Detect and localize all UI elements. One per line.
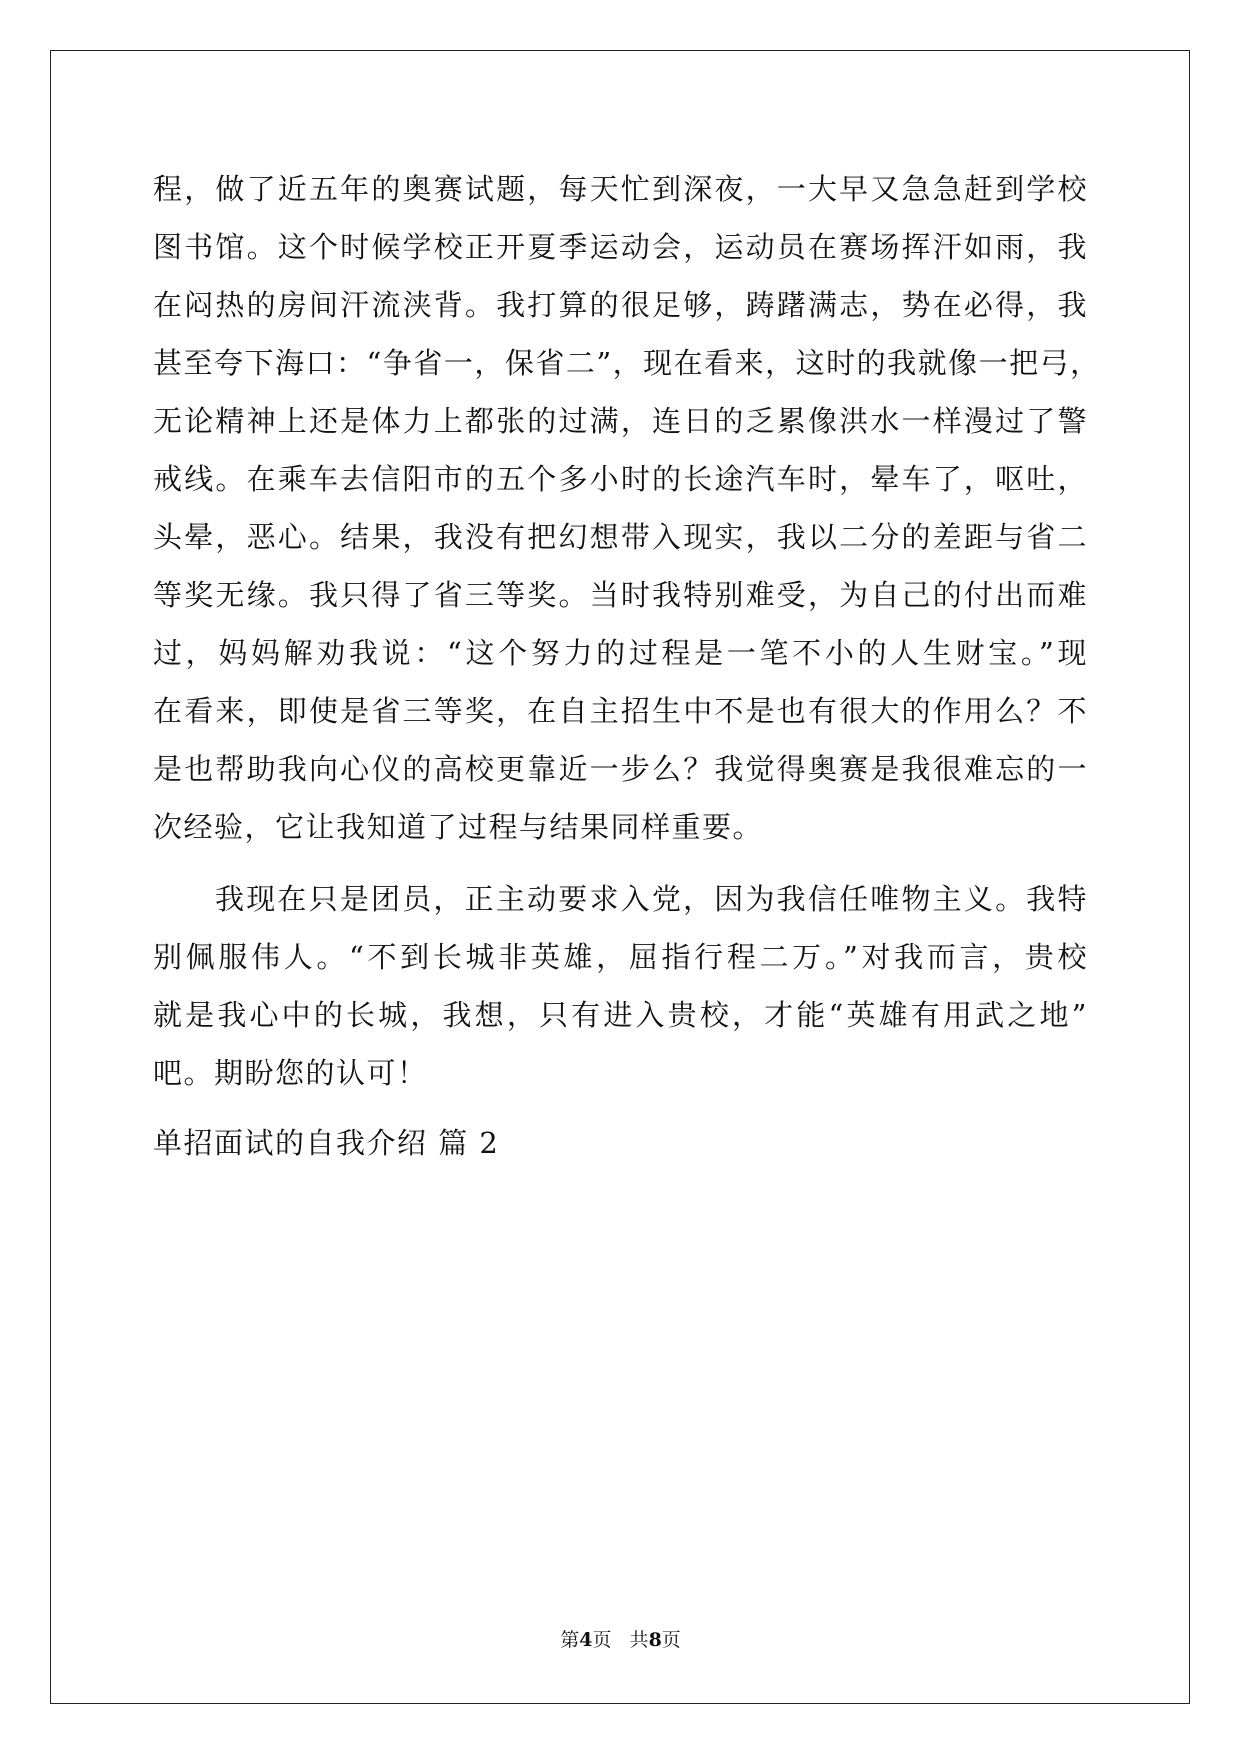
text-line: 在看来，即使是省三等奖，在自主招生中不是也有很大的作用么？不 [153,694,1088,728]
text-line: 我现在只是团员，正主动要求入党，因为我信任唯物主义。我特 [215,882,1088,916]
text-line: 戒线。在乘车去信阳市的五个多小时的长途汽车时，晕车了，呕吐， [153,462,1088,496]
text-line: 次经验，它让我知道了过程与结果同样重要。 [153,810,764,844]
text-line: 就是我心中的长城，我想，只有进入贵校，才能“英雄有用武之地” [153,998,1088,1032]
page-footer [0,1628,1241,1652]
text-line: 别佩服伟人。“不到长城非英雄，屈指行程二万。”对我而言，贵校 [153,940,1088,974]
text-line: 过，妈妈解劝我说：“这个努力的过程是一笔不小的人生财宝。”现 [153,636,1088,670]
paragraph-2 [153,870,1088,1102]
text-line: 是也帮助我向心仪的高校更靠近一步么？我觉得奥赛是我很难忘的一 [153,752,1088,786]
section-heading: 单招面试的自我介绍 篇 2 [153,1126,500,1160]
text-line: 在闷热的房间汗流浃背。我打算的很足够，踌躇满志，势在必得，我 [153,288,1088,322]
paragraph-1 [153,160,1101,856]
footer-mid: 页 共 [592,1629,649,1651]
text-line: 甚至夸下海口：“争省一，保省二”，现在看来，这时的我就像一把弓， [153,346,1101,380]
total-pages-number: 8 [648,1629,662,1651]
text-line: 程，做了近五年的奥赛试题，每天忙到深夜，一大早又急急赶到学校 [153,172,1088,206]
text-line: 吧。期盼您的认可！ [153,1056,428,1090]
footer-suffix: 页 [661,1629,681,1651]
document-body [153,160,1101,1172]
text-line: 头晕，恶心。结果，我没有把幻想带入现实，我以二分的差距与省二 [153,520,1088,554]
text-line: 图书馆。这个时候学校正开夏季运动会，运动员在赛场挥汗如雨，我 [153,230,1088,264]
footer-prefix: 第 [560,1629,580,1651]
text-line: 无论精神上还是体力上都张的过满，连日的乏累像洪水一样漫过了警 [153,404,1088,438]
text-line: 等奖无缘。我只得了省三等奖。当时我特别难受，为自己的付出而难 [153,578,1088,612]
current-page-number: 4 [579,1629,593,1651]
